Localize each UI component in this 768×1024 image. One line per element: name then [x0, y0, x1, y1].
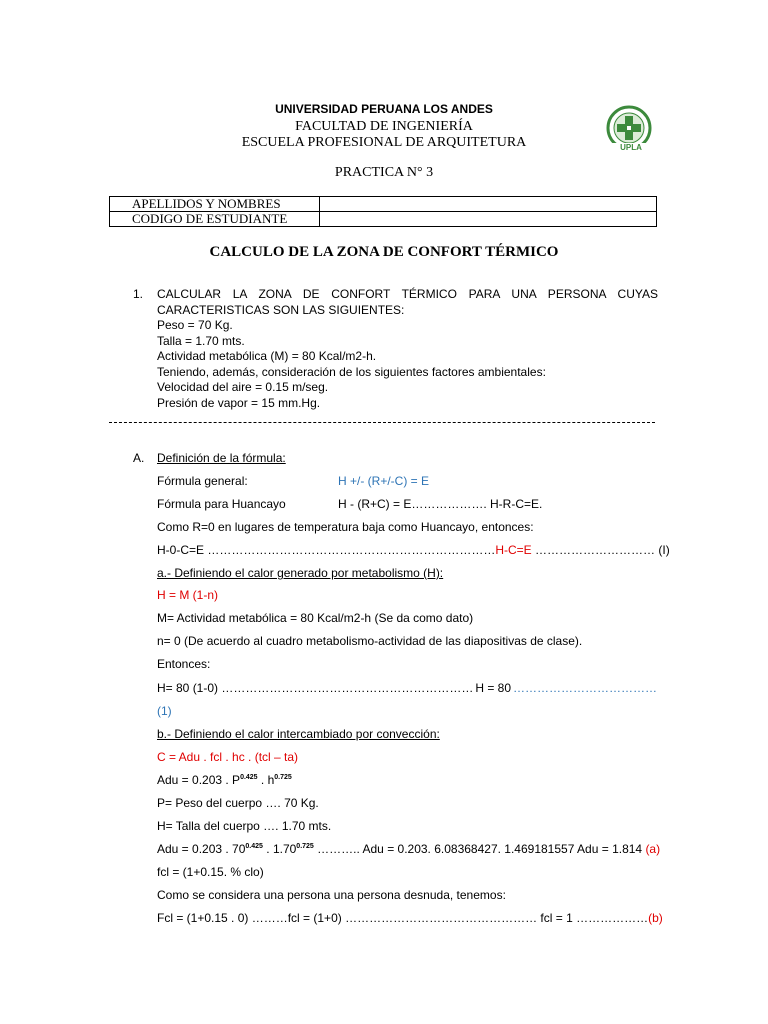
- adu-exponent-1: 0.425: [240, 774, 258, 781]
- adu-calc-part-3: ……….. Adu = 0.203. 6.08368427. 1.469181557 Adu = 1.814: [313, 842, 646, 856]
- section-letter: A.: [133, 451, 145, 465]
- fcl-calculation: [157, 911, 663, 925]
- university-name: UNIVERSIDAD PERUANA LOS ANDES: [275, 102, 493, 116]
- entonces-text: Entonces:: [157, 657, 211, 671]
- student-code-field[interactable]: [320, 212, 657, 227]
- student-id-table: [109, 196, 657, 227]
- separator-line: [109, 422, 655, 423]
- huancayo-formula-label: Fórmula para Huancayo: [157, 497, 286, 511]
- adu-calc-part-1: Adu = 0.203 . 70: [157, 842, 246, 856]
- metabolic-activity-data: Actividad metabólica (M) = 80 Kcal/m2-h.: [157, 349, 377, 363]
- h-calc-dots: ………………………………: [513, 681, 657, 695]
- problem-line-2: CARACTERISTICAS SON LAS SIGUIENTES:: [157, 302, 405, 317]
- adu-calc-exponent-2: 0.725: [296, 843, 314, 850]
- names-label: APELLIDOS Y NOMBRES: [110, 197, 320, 212]
- subsection-a-heading: a.- Definiendo el calor generado por metabolismo (H):: [157, 566, 444, 580]
- fcl-definition: fcl = (1+0.15. % clo): [157, 865, 264, 879]
- table-row: [110, 212, 657, 227]
- equation-i: [157, 543, 670, 557]
- adu-calc-part-2: . 1.70: [262, 842, 297, 856]
- environment-intro: Teniendo, además, consideración de los siguientes factores ambientales:: [157, 364, 546, 379]
- equation-i-tag: ………………………… (I): [535, 543, 670, 557]
- r-zero-statement: Como R=0 en lugares de temperatura baja como Huancayo, entonces:: [157, 520, 534, 534]
- adu-calc-exponent-1: 0.425: [245, 843, 263, 850]
- h-calc-left: H= 80 (1-0) ………………………………………………………: [157, 681, 474, 695]
- adu-calc-tag: (a): [645, 842, 661, 856]
- equation-i-left: H-0-C=E ………………………………………………………………: [157, 543, 496, 557]
- general-formula-label: Fórmula general:: [157, 474, 248, 488]
- document-title: CALCULO DE LA ZONA DE CONFORT TÉRMICO: [209, 244, 559, 260]
- school-name: ESCUELA PROFESIONAL DE ARQUITETURA: [241, 135, 527, 150]
- general-formula: H +/- (R+/-C) = E: [338, 474, 430, 488]
- air-velocity-data: Velocidad del aire = 0.15 m/seg.: [157, 380, 329, 394]
- weight-data: Peso = 70 Kg.: [157, 318, 233, 332]
- subsection-b-heading: b.- Definiendo el calor intercambiado por convección:: [157, 727, 440, 741]
- section-heading: Definición de la fórmula:: [157, 451, 286, 465]
- metabolism-formula: H = M (1-n): [157, 588, 219, 602]
- fcl-calc-text: Fcl = (1+0.15 . 0) ………fcl = (1+0) ………………………………………… fcl = 1 ………………: [157, 911, 649, 925]
- h-calc-result: H = 80: [475, 681, 512, 695]
- m-definition: M= Actividad metabólica = 80 Kcal/m2-h (Se da como dato): [157, 611, 474, 625]
- n-definition: n= 0 (De acuerdo al cuadro metabolismo-actividad de las diapositivas de clase).: [157, 634, 583, 648]
- adu-calculation: [157, 842, 660, 856]
- adu-exponent-2: 0.725: [274, 774, 292, 781]
- equation-i-result: H-C=E: [495, 543, 532, 557]
- adu-mid: . h: [257, 773, 275, 787]
- h-calc-number: (1): [157, 704, 172, 718]
- faculty-name: FACULTAD DE INGENIERÍA: [295, 119, 473, 134]
- table-row: [110, 197, 657, 212]
- fcl-calc-tag: (b): [648, 911, 663, 925]
- huancayo-formula: H - (R+C) = E………………. H-R-C=E.: [338, 497, 543, 511]
- problem-statement: [157, 287, 658, 411]
- height-data: Talla = 1.70 mts.: [157, 333, 245, 348]
- convection-formula: C = Adu . fcl . hc . (tcl – ta): [157, 750, 299, 764]
- names-field[interactable]: [320, 197, 657, 212]
- p-definition: P= Peso del cuerpo …. 70 Kg.: [157, 796, 319, 810]
- logo-text: UPLA: [611, 143, 651, 152]
- problem-number: 1.: [133, 287, 144, 301]
- adu-formula: [157, 773, 292, 787]
- student-code-label: CODIGO DE ESTUDIANTE: [110, 212, 320, 227]
- adu-base: Adu = 0.203 . P: [157, 773, 241, 787]
- nude-person-statement: Como se considera una persona una persona desnuda, tenemos:: [157, 888, 506, 902]
- h-definition: H= Talla del cuerpo …. 1.70 mts.: [157, 819, 332, 833]
- h-calculation: [157, 681, 657, 695]
- vapor-pressure-data: Presión de vapor = 15 mm.Hg.: [157, 395, 321, 410]
- practice-number: PRACTICA N° 3: [334, 165, 434, 180]
- problem-line-1: CALCULAR LA ZONA DE CONFORT TÉRMICO PARA UNA PERSONA CUYAS: [157, 287, 658, 301]
